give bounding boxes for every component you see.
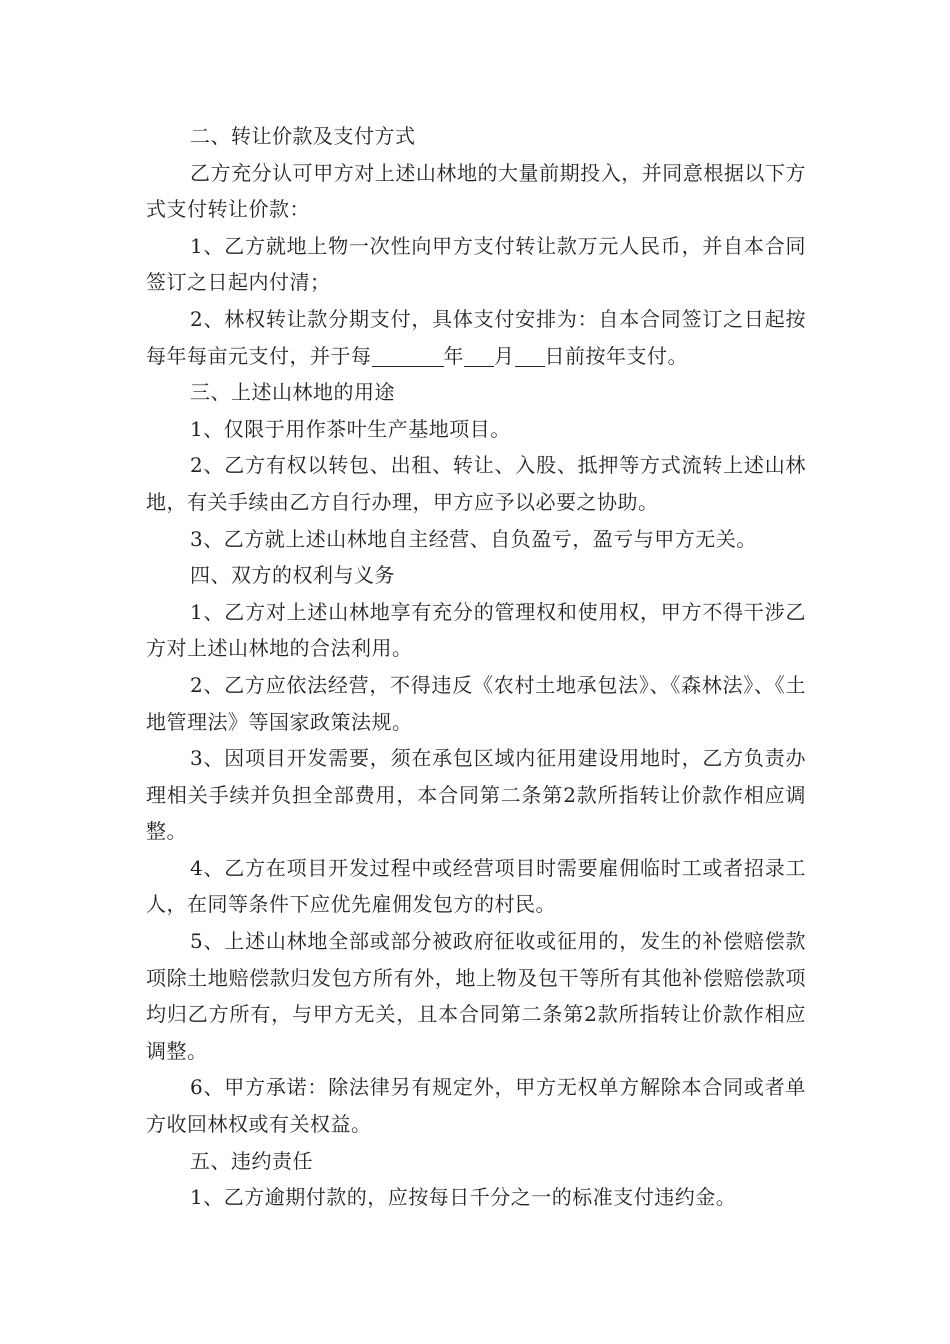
paragraph-rights-item-6: 6、甲方承诺：除法律另有规定外，甲方无权单方解除本合同或者单方收回林权或有关权益。 xyxy=(146,1075,806,1137)
paragraph-breach-item-1: 1、乙方逾期付款的，应按每日千分之一的标准支付违约金。 xyxy=(190,1185,737,1210)
paragraph-payment-intro: 乙方充分认可甲方对上述山林地的大量前期投入，并同意根据以下方式支付转让价款： xyxy=(146,160,806,222)
paragraph-rights-item-4: 4、乙方在项目开发过程中或经营项目时需要雇佣临时工或者招录工人，在同等条件下应优先雇佣发包方的村民。 xyxy=(146,855,806,917)
paragraph-usage-item-3: 3、乙方就上述山林地自主经营、自负盈亏，盈亏与甲方无关。 xyxy=(190,526,757,551)
section-heading-rights: 四、双方的权利与义务 xyxy=(190,563,395,588)
paragraph-rights-item-5: 5、上述山林地全部或部分被政府征收或征用的，发生的补偿赔偿款项除土地赔偿款归发包方所有外，地上物及包干等所有其他补偿赔偿款项均归乙方所有，与甲方无关，且本合同第二条第2款所指转让价款作相应调整。 xyxy=(146,929,806,1063)
month-label: 月 xyxy=(494,343,515,368)
blank-year-line xyxy=(372,346,444,367)
paragraph-usage-item-1: 1、仅限于用作茶叶生产基地项目。 xyxy=(190,416,511,441)
paragraph-usage-item-2: 2、乙方有权以转包、出租、转让、入股、抵押等方式流转上述山林地，有关手续由乙方自行办理，甲方应予以必要之协助。 xyxy=(146,453,806,514)
paragraph-rights-item-3: 3、因项目开发需要，须在承包区域内征用建设用地时，乙方负责办理相关手续并负担全部费用，本合同第二条第2款所指转让价款作相应调整。 xyxy=(146,746,806,844)
section-heading-payment: 二、转让价款及支付方式 xyxy=(190,124,416,148)
paragraph-payment-item-2 xyxy=(146,301,806,374)
contract-body xyxy=(146,118,806,1216)
paragraph-rights-item-1: 1、乙方对上述山林地享有充分的管理权和使用权，甲方不得干涉乙方对上述山林地的合法利用。 xyxy=(146,599,806,661)
year-label: 年 xyxy=(443,343,464,368)
section-heading-usage: 三、上述山林地的用途 xyxy=(190,380,395,405)
blank-day-line xyxy=(515,346,545,367)
payment-item-2-text: 2、林权转让款分期支付，具体支付安排为：自本合同签订之日起按每年每亩元支付，并于每 xyxy=(146,306,806,368)
paragraph-rights-item-2: 2、乙方应依法经营，不得违反《农村土地承包法》、《森林法》、《土地管理法》等国家政策法规。 xyxy=(146,672,806,734)
day-label-and-end: 日前按年支付。 xyxy=(544,343,688,368)
section-heading-breach: 五、违约责任 xyxy=(190,1148,313,1173)
paragraph-payment-item-1: 1、乙方就地上物一次性向甲方支付转让款万元人民币，并自本合同签订之日起内付清； xyxy=(146,233,806,295)
blank-month-line xyxy=(464,346,494,367)
